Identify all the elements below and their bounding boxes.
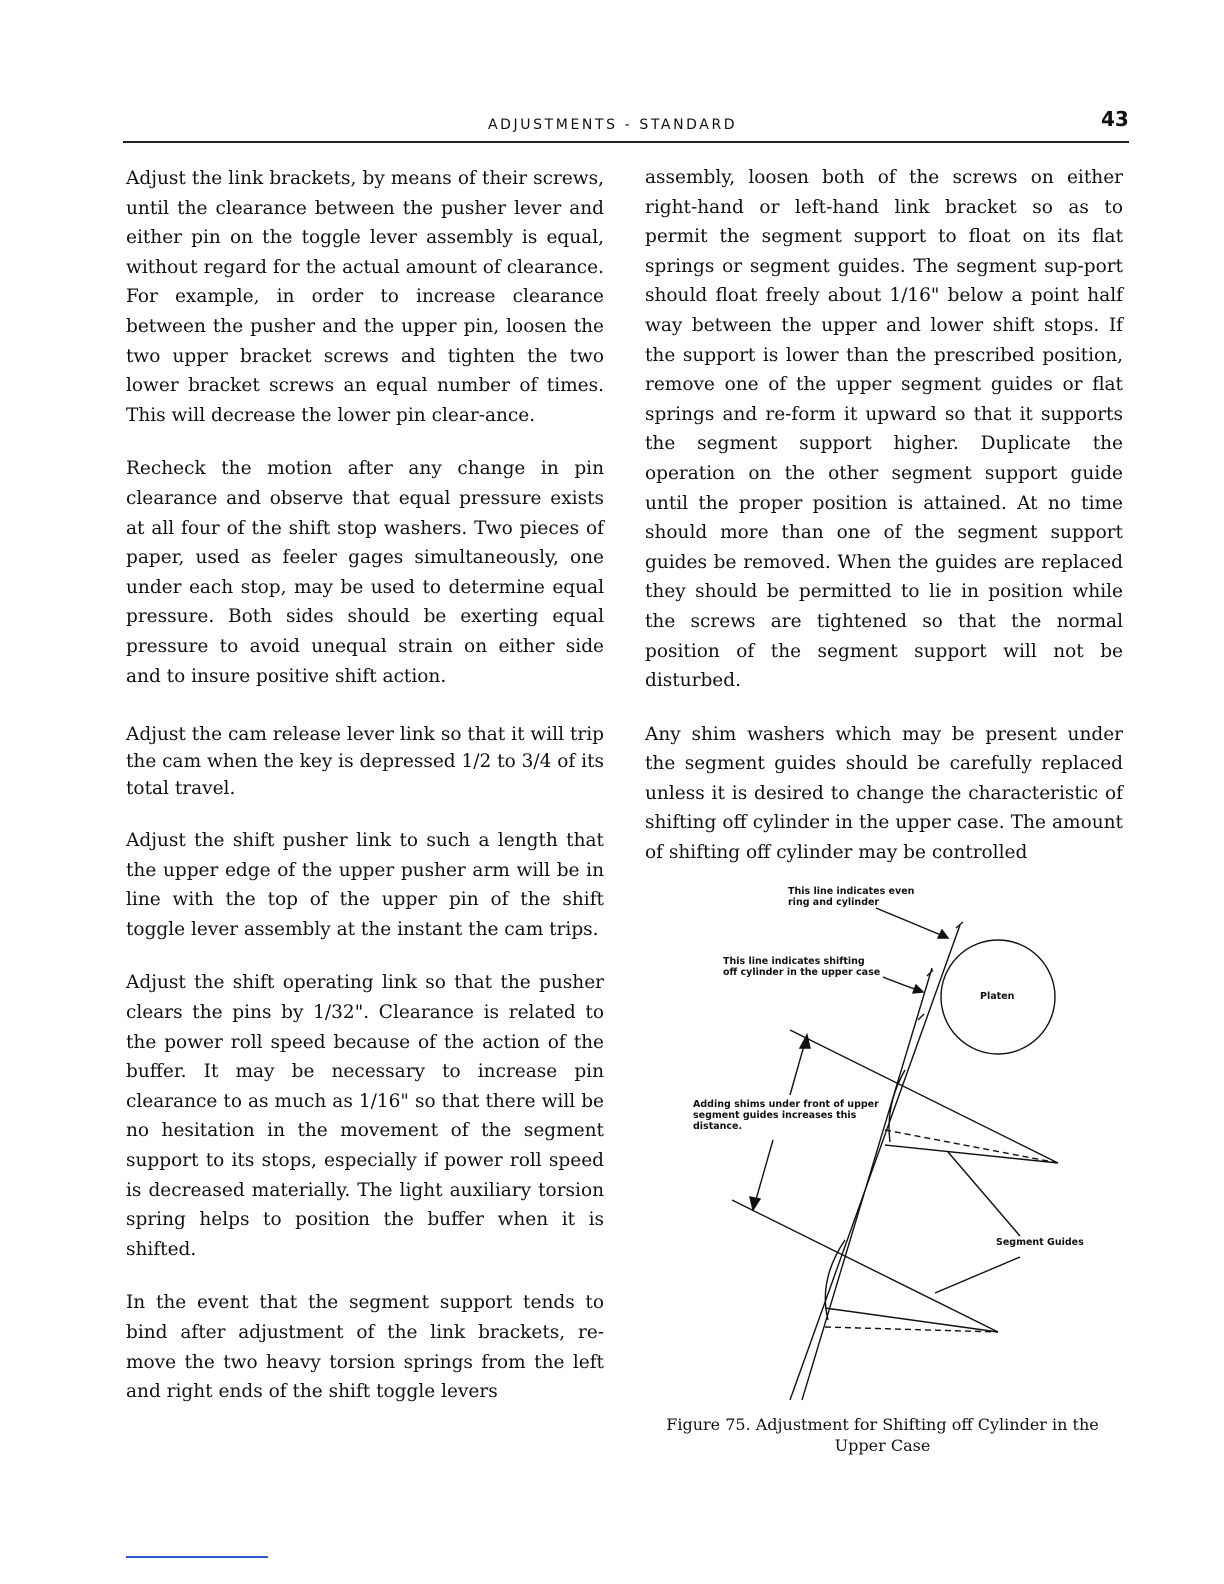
label-shifting-line	[723, 956, 880, 978]
paragraph-link-brackets: Adjust the link brackets, by means of their screws, until the clearance between the pusher lever and either pin on the toggle lever assembly is equal, without regard for the actual amount of clearance. For example, in order to increase clearance between the pusher and the upper pin, loosen the two upper bracket screws and tighten the two lower bracket screws an equal number of times. This will decrease the lower pin clear-ance.	[126, 168, 604, 426]
running-header: ADJUSTMENTS - STANDARD	[488, 117, 738, 133]
label-adding-shims-1: Adding shims under front of upper	[693, 1099, 879, 1110]
label-adding-shims-3: distance.	[693, 1121, 743, 1132]
paragraph-cam-release: Adjust the cam release lever link so that it will trip the cam when the key is depressed 1/2 to 3/4 of its total travel.	[126, 724, 605, 800]
label-even-line	[788, 886, 914, 908]
paragraph-shift-pusher: Adjust the shift pusher link to such a length that the upper edge of the upper pusher arm will be in line with the top of the upper pin of the shift toggle lever assembly at the instant the cam trips.	[126, 830, 604, 940]
label-even-line-2: ring and cylinder	[788, 897, 880, 908]
label-adding-shims-2: segment guides increases this	[693, 1110, 857, 1121]
header-rule	[123, 141, 1129, 143]
right-column	[645, 163, 1123, 868]
paragraph-shift-operating: Adjust the shift operating link so that the pusher clears the pins by 1/32". Clearance is related to the power roll speed because of the action of the buffer. It may be necessary to increase pin clearance to as much as 1/16" so that there will be no hesitation in the movement of the segment support to its stops, especially if power roll speed is decreased materially. The light auxiliary torsion spring helps to position the buffer when it is shifted.	[126, 972, 604, 1260]
left-column	[126, 164, 604, 1407]
paragraph-shim-washers: Any shim washers which may be present under the segment guides should be carefully replaced unless it is desired to change the characteristic of shifting off cylinder in the upper case. The amount of shifting off cylinder may be controlled	[645, 723, 1123, 864]
figure-caption	[655, 1414, 1110, 1456]
caption-line-2: Upper Case	[834, 1436, 931, 1455]
paragraph-segment-support: In the event that the segment support tends to bind after adjustment of the link brackets, re-move the two heavy torsion springs from the left and right ends of the shift toggle levers	[126, 1292, 604, 1403]
page-number: 43	[1101, 107, 1129, 131]
figure-75-diagram	[680, 880, 1100, 1415]
label-segment-guides: Segment Guides	[996, 1237, 1084, 1248]
paragraph-recheck-motion: Recheck the motion after any change in pin clearance and observe that equal pressure exists at all four of the shift stop washers. Two pieces of paper, used as feeler gages simultaneously, one under each stop, may be used to determine equal pressure. Both sides should be exerting equal pressure to avoid unequal strain on either side and to insure positive shift action.	[126, 458, 604, 687]
caption-line-1: Figure 75. Adjustment for Shifting off Cylinder in the	[666, 1415, 1099, 1434]
label-even-line-1: This line indicates even	[788, 886, 915, 897]
label-adding-shims	[693, 1099, 879, 1132]
label-platen: Platen	[980, 991, 1015, 1002]
label-shifting-line-2: off cylinder in the upper case	[723, 967, 881, 978]
paragraph-loosen-screws: assembly, loosen both of the screws on either right-hand or left-hand link bracket so as to permit the segment support to float on its flat springs or segment guides. The segment sup-port should float freely about 1/16" below a point half way between the upper and lower shift stops. If the support is lower than the prescribed position, remove one of the upper segment guides or flat springs and re-form it upward so that it supports the segment support higher. Duplicate the operation on the other segment support guide until the proper position is attained. At no time should more than one of the segment support guides be removed. When the guides are replaced they should be permitted to lie in position while the screws are tightened so that the normal position of the segment support will not be disturbed.	[645, 167, 1123, 692]
label-shifting-line-1: This line indicates shifting	[723, 956, 865, 967]
footer-link-underline[interactable]	[126, 1556, 268, 1558]
